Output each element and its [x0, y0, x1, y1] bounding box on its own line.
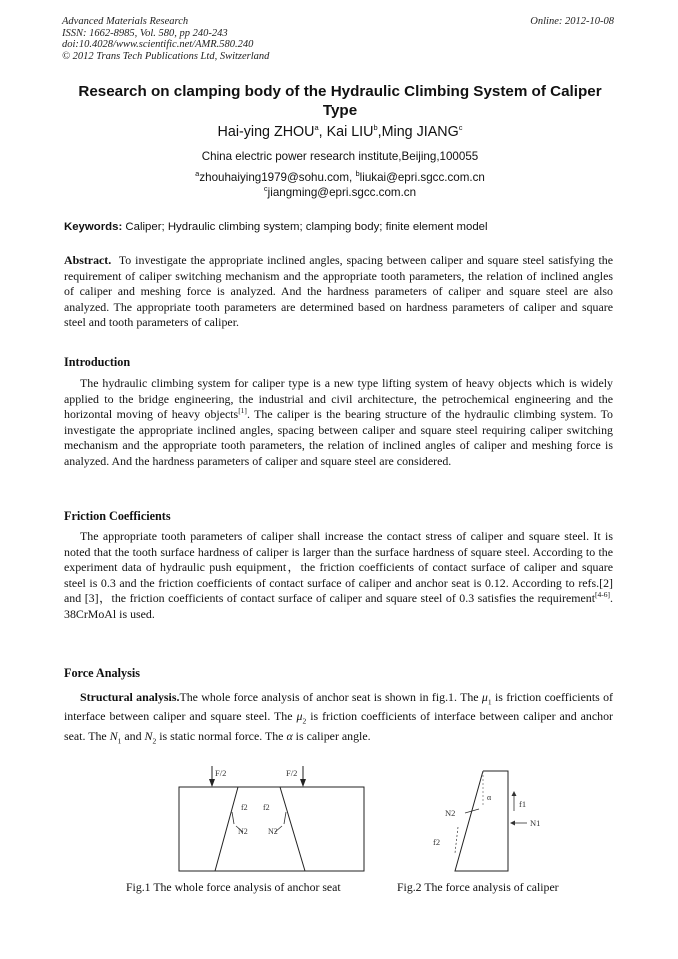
abstract	[64, 253, 613, 331]
arrow-head	[512, 791, 517, 796]
email-c[interactable]: jiangming@epri.sgcc.com.cn	[267, 186, 417, 199]
figure-2-caption: Fig.2 The force analysis of caliper	[397, 880, 559, 894]
author-name: Kai LIU	[326, 124, 374, 140]
affiliation: China electric power research institute,Beijing,100055	[201, 150, 479, 163]
intro-text: . The caliper is the bearing structure of the hydraulic climbing system. To investigate the appropriate inclined angles, spacing between caliper and square steel requiring caliper switching mechanism and the appropriate tooth parameters, the relation of inclined angles of caliper and meshing force is analyzed. And the hardness parameters of caliper and square steel are considered.	[64, 407, 613, 468]
citation-ref: [4-6]	[595, 590, 611, 600]
journal-name: Advanced Materials Research	[62, 16, 189, 27]
caliper-line-right	[280, 787, 305, 871]
figure-1-caption: Fig.1 The whole force analysis of anchor seat	[126, 880, 341, 894]
f2-label-left: f2	[241, 803, 248, 812]
n1-label: N1	[530, 818, 541, 828]
force-body: Structural analysis.The whole force analysis of anchor seat is shown in fig.1. The $\mu_1$ is friction coefficients of interface between caliper and square steel. The $\mu_2$ is friction coefficients of interface between caliper and anchor seat. The $N_1$ and $N_2$ is static normal force. The α is caliper angle.	[64, 690, 613, 745]
friction-body	[64, 529, 613, 623]
arrow-head	[510, 821, 515, 826]
arrow-head	[300, 779, 306, 787]
load-label-left: F/2	[215, 768, 227, 778]
n2-label-right: N2	[268, 827, 278, 836]
online-date: Online: 2012-10-08	[530, 16, 614, 27]
email-b[interactable]: liukai@epri.sgcc.com.cn	[359, 171, 485, 184]
author-mark: b	[373, 123, 378, 133]
n2-label-left: N2	[238, 827, 248, 836]
f2-arrow-right	[284, 812, 286, 824]
intro-text: The hydraulic climbing system for caliper type is a new type lifting system of heavy objects which is widely applied to the bridge engineering, the industrial and civil architecture, the petrochemical engineering and the horizontal moving of heavy objects	[64, 376, 613, 422]
f1-label: f1	[519, 799, 527, 809]
introduction-body	[64, 376, 613, 470]
abstract-label: Abstract.	[64, 253, 112, 267]
keywords-text: Caliper; Hydraulic climbing system; clamping body; finite element model	[125, 221, 488, 233]
keywords-label: Keywords:	[64, 221, 123, 233]
caliper-outline	[455, 771, 508, 871]
author-list: Hai-ying ZHOU$^a$, Kai LIU$^b$,Ming JIANG$^c$	[217, 123, 463, 140]
keywords	[64, 221, 488, 233]
figure-2-caliper	[425, 765, 565, 875]
journal-header	[62, 16, 269, 62]
section-heading-force: Force Analysis	[64, 666, 140, 680]
author-mark: a	[314, 123, 319, 133]
f2-label: f2	[433, 837, 441, 847]
arrow-head	[209, 779, 215, 787]
f2-label-right: f2	[263, 803, 270, 812]
citation-ref: [1]	[238, 406, 247, 416]
email-block: $^a$zhouhaiying1979@sohu.com, $^b$liukai@epri.sgcc.com.cn $^c$jiangming@epri.sgcc.com.cn	[195, 169, 485, 199]
author-mark: c	[458, 123, 463, 133]
figure-1-anchor-seat	[170, 760, 370, 875]
f2-arrow	[455, 827, 458, 853]
copyright-line: © 2012 Trans Tech Publications Ltd, Switzerland	[62, 50, 270, 62]
email-a[interactable]: zhouhaiying1979@sohu.com,	[199, 171, 353, 184]
f2-arrow-left	[232, 812, 234, 824]
subsection-label: Structural analysis.	[80, 690, 180, 704]
caliper-line-left	[215, 787, 238, 871]
author-name: Hai-ying ZHOU	[217, 124, 315, 140]
friction-text: The appropriate tooth parameters of caliper shall increase the contact stress of caliper and square steel. It is noted that the tooth surface hardness of caliper is larger than the surface hardness of square steel. According to the experiment data of hydraulic push equipment，the friction coefficients of contact surface of caliper and square steel is 0.3 and the friction coefficients of contact surface of caliper and anchor seat is 0.12. According to refs.[2] and [3]，the friction coefficients of contact surface of caliper and square steel of 0.3 satisfies the requirement	[64, 529, 613, 606]
alpha-label: α	[487, 793, 492, 802]
n2-label: N2	[445, 808, 456, 818]
author-name: Ming JIANG	[381, 124, 459, 140]
section-heading-friction: Friction Coefficients	[64, 509, 171, 523]
section-heading-introduction: Introduction	[64, 355, 131, 369]
issn-line: ISSN: 1662-8985, Vol. 580, pp 240-243	[62, 27, 228, 39]
abstract-text: To investigate the appropriate inclined angles, spacing between caliper and square steel satisfying the requirement of caliper switching mechanism and the appropriate tooth parameters, the relation of inclined angles of caliper and meshing force is analyzed. And the hardness parameters of caliper and square steel are also analyzed. The appropriate tooth parameters are determined based on hardness parameters of caliper and square steel and tooth parameters of caliper.	[64, 253, 614, 330]
doi-line: doi:10.4028/www.scientific.net/AMR.580.240	[62, 39, 254, 50]
paper-title: Research on clamping body of the Hydraulic Climbing System of Caliper Type	[78, 83, 602, 119]
friction-text: . 38CrMoAl is used.	[64, 591, 613, 621]
load-label-right: F/2	[286, 768, 298, 778]
